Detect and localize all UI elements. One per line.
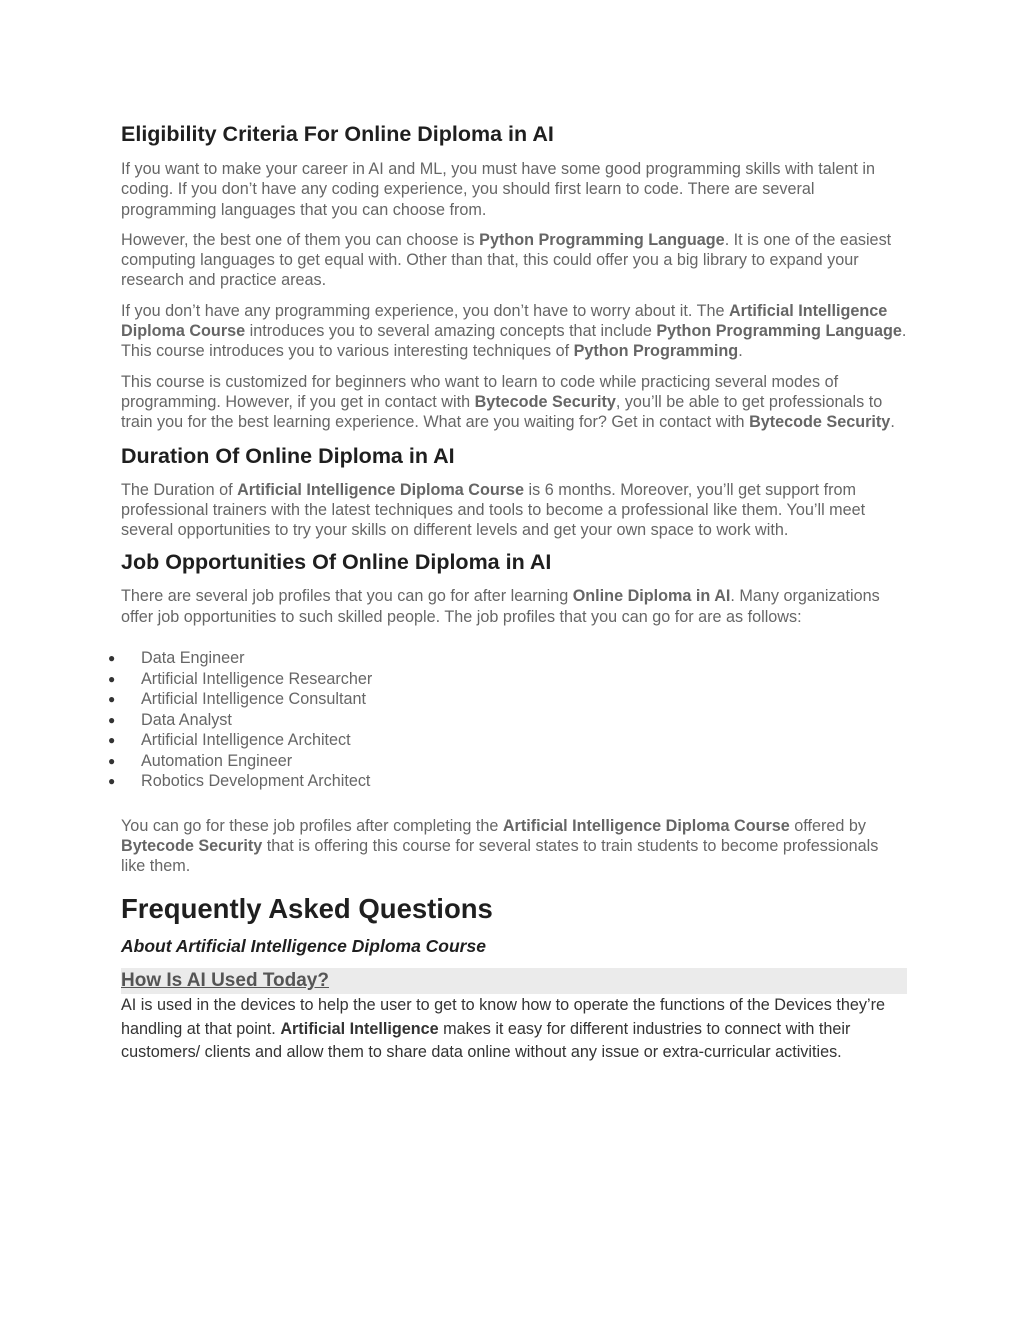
bytecode-security-link-3[interactable]: Bytecode Security [121,836,263,855]
eligibility-paragraph-2: However, the best one of them you can choose is Python Programming Language. It is one of the easiest computing languages to get equal with. Other than that, this could offer you a big library to expand your research and practice areas. [121,230,892,290]
bytecode-security-link[interactable]: Bytecode Security [474,392,616,411]
faq-answer: AI is used in the devices to help the user to get to know how to operate the functions of the Devices they’re handling at that point. Artificial Intelligence makes it easy for different industries to connect with their customers/ clients and allow them to share data online without any issue or extra-curricular activities. [121,996,885,1062]
bullet-icon: ● [108,712,116,727]
eligibility-heading: Eligibility Criteria For Online Diploma in AI [121,122,554,146]
job-profiles-list [108,648,894,792]
list-item: ● Artificial Intelligence Architect [108,731,351,750]
list-item: ● Data Engineer [108,649,245,668]
bullet-icon: ● [108,692,116,707]
ai-link[interactable]: Artificial Intelligence [280,1019,439,1038]
python-programming-link[interactable]: Python Programming [573,342,739,361]
ai-diploma-course-link-2[interactable]: Artificial Intelligence Diploma Course [237,480,525,499]
duration-heading: Duration Of Online Diploma in AI [121,443,455,468]
eligibility-paragraph-3: If you don’t have any programming experience, you don’t have to worry about it. The Artificial Intelligence Diploma Course introduces you to several amazing concepts that include Python Programming Language. This course introduces you to various interesting techniques of Python Programming. [121,301,907,361]
document-content [108,120,907,1065]
list-item: ● Robotics Development Architect [108,772,371,791]
list-item: ● Artificial Intelligence Consultant [108,690,366,709]
faq-question[interactable]: How Is AI Used Today? [121,970,329,992]
list-item: ● Data Analyst [108,710,232,729]
python-language-link[interactable]: Python Programming Language [479,230,725,249]
python-language-link-2[interactable]: Python Programming Language [656,322,902,341]
bytecode-security-link-2[interactable]: Bytecode Security [749,413,891,432]
duration-paragraph: The Duration of Artificial Intelligence Diploma Course is 6 months. Moreover, you’ll get support from professional trainers with the latest techniques and tools to become a professional like them. You’ll meet several opportunities to try your skills on different levels and get your own space to work with. [121,480,866,540]
online-diploma-link[interactable]: Online Diploma in AI [572,587,731,606]
eligibility-paragraph-4: This course is customized for beginners who want to learn to code while practicing several modes of programming. However, if you get in contact with Bytecode Security, you’ll be able to get professionals to train you for the best learning experience. What are you waiting for? Get in contact with Bytecode Security. [121,372,895,432]
job-opportunities-heading: Job Opportunities Of Online Diploma in AI [121,550,552,575]
ai-diploma-course-link[interactable]: Artificial Intelligence Diploma Course [121,301,888,341]
list-item: ● Artificial Intelligence Researcher [108,669,373,688]
ai-diploma-course-link-3[interactable]: Artificial Intelligence Diploma Course [502,816,790,835]
job-opportunities-paragraph: There are several job profiles that you can go for after learning Online Diploma in AI. Many organizations offer job opportunities to such skilled people. The job profiles that you can go for are as follows: [121,587,880,626]
bullet-icon: ● [108,733,116,748]
faq-heading: Frequently Asked Questions [121,893,493,925]
faq-question-bar[interactable] [121,968,907,994]
bullet-icon: ● [108,753,116,768]
eligibility-paragraph-1: If you want to make your career in AI and ML, you must have some good programming skills with talent in coding. If you don’t have any coding experience, you should first learn to code. There are several programming languages that you can choose from. [121,160,875,219]
bullet-icon: ● [108,671,116,686]
bullet-icon: ● [108,774,116,789]
bullet-icon: ● [108,651,116,666]
job-profiles-summary: You can go for these job profiles after completing the Artificial Intelligence Diploma Course offered by Bytecode Security that is offering this course for several states to train students to become professionals like them. [121,816,879,876]
list-item: ● Automation Engineer [108,751,293,770]
faq-subheading: About Artificial Intelligence Diploma Course [121,936,486,957]
